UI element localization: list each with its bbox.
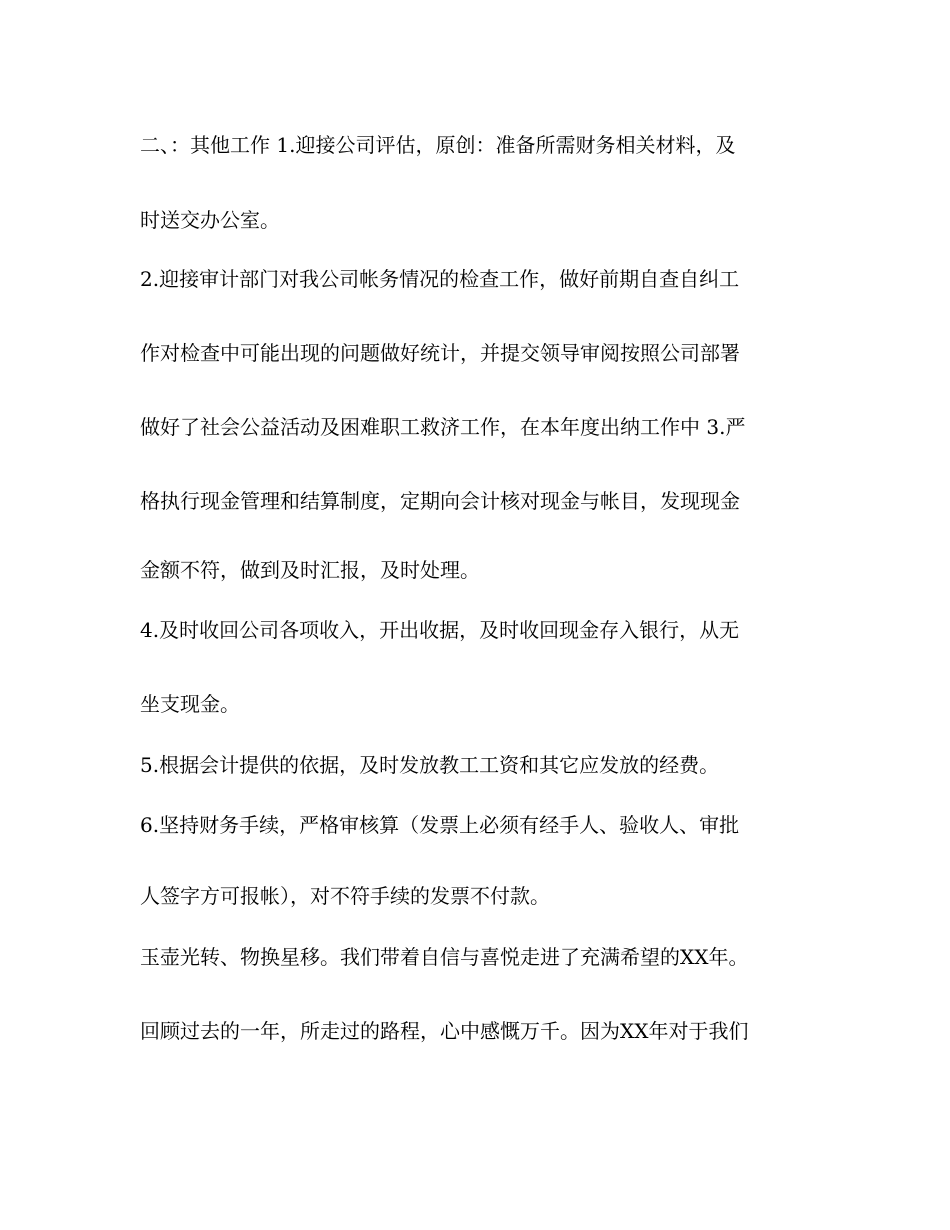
text-line: 2.迎接审计部门对我公司帐务情况的检查工作，做好前期自查自纠工 (140, 267, 740, 291)
text-line: 二、：其他工作 1.迎接公司评估，原创：准备所需财务相关材料，及 (140, 133, 736, 157)
text-line: 时送交办公室。 (140, 208, 280, 232)
text-line: 坐支现金。 (140, 692, 240, 716)
text-line: 玉壶光转、物换星移。我们带着自信与喜悦走进了充满希望的XX年。 (140, 945, 749, 969)
text-line: 做好了社会公益活动及困难职工救济工作，在本年度出纳工作中 3.严 (140, 415, 746, 439)
text-line: 6.坚持财务手续，严格审核算（发票上必须有经手人、验收人、审批 (140, 813, 740, 837)
text-line: 格执行现金管理和结算制度，定期向会计核对现金与帐目，发现现金 (140, 489, 740, 513)
text-line: 回顾过去的一年，所走过的路程，心中感慨万千。因为XX年对于我们 (140, 1019, 749, 1043)
text-line: 金额不符，做到及时汇报，及时处理。 (140, 558, 480, 582)
text-line: 5.根据会计提供的依据，及时发放教工工资和其它应发放的经费。 (140, 753, 720, 777)
text-line: 人签字方可报帐），对不符手续的发票不付款。 (140, 884, 550, 908)
text-line: 4.及时收回公司各项收入，开出收据，及时收回现金存入银行，从无 (140, 618, 740, 642)
text-line: 作对检查中可能出现的问题做好统计，并提交领导审阅按照公司部署 (140, 341, 740, 365)
